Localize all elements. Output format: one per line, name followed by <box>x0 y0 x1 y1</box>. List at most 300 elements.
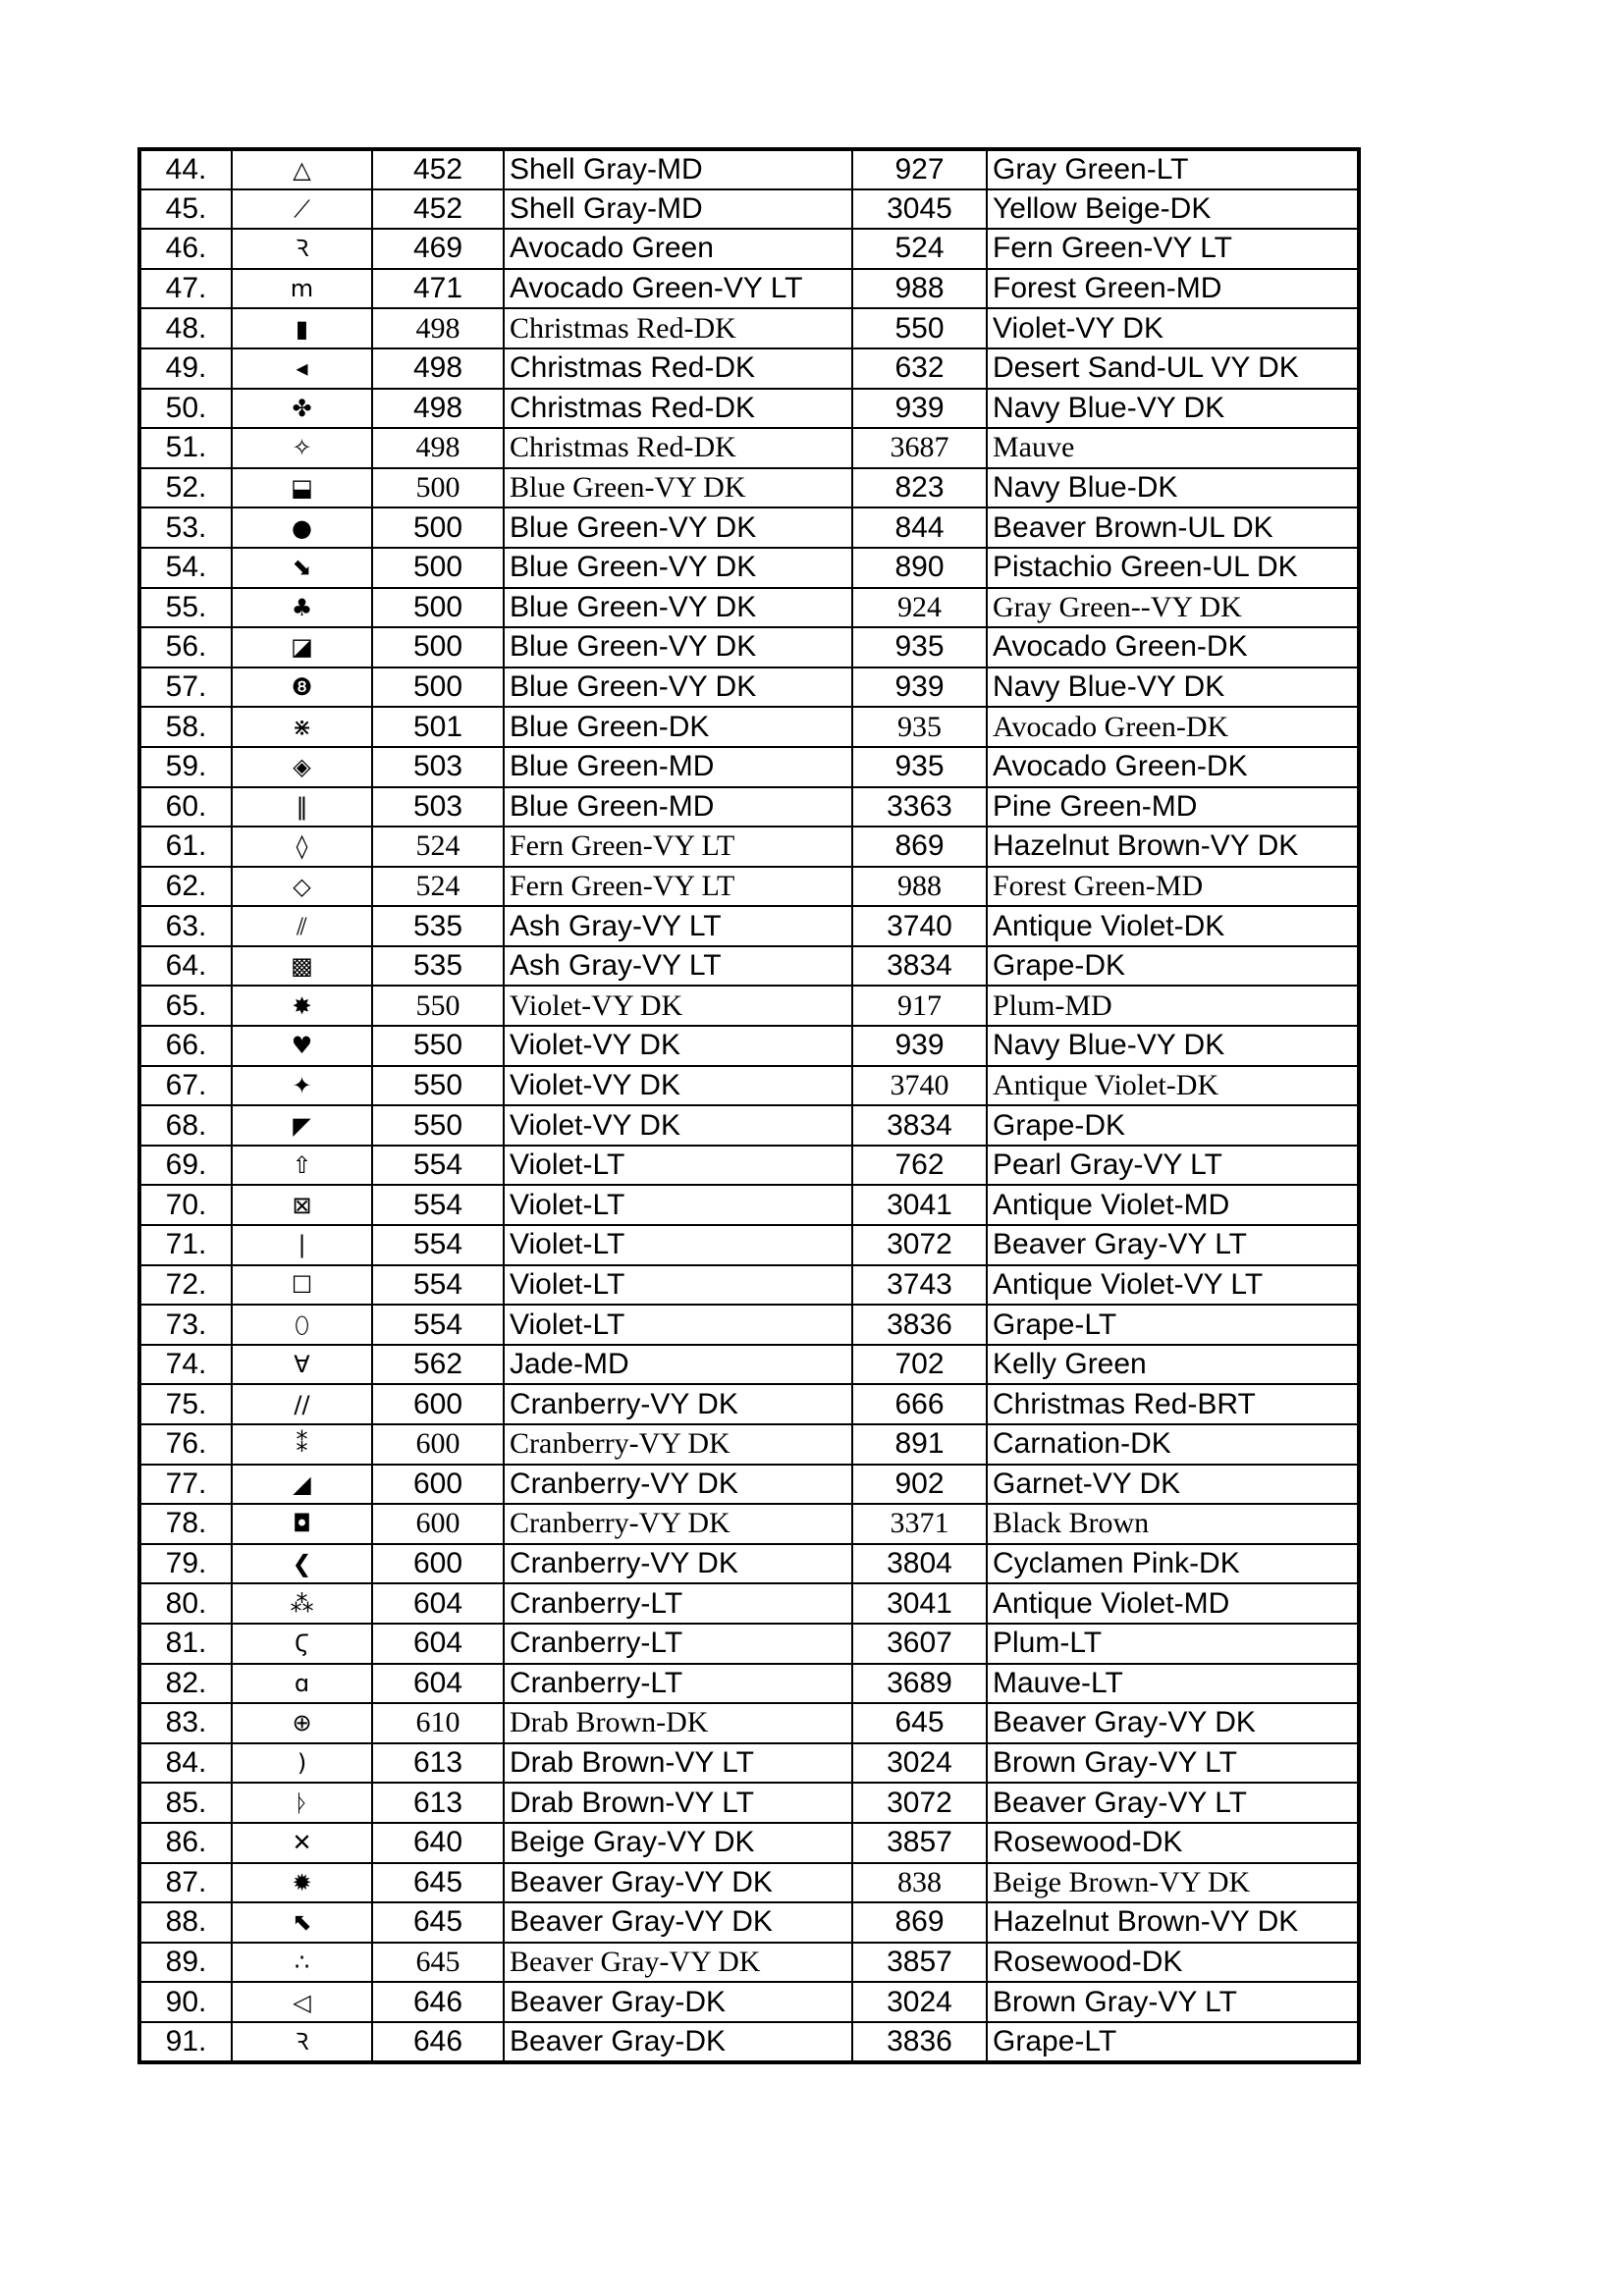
blend-code-cell: 550 <box>852 308 987 348</box>
blend-code-cell: 3687 <box>852 428 987 468</box>
table-row <box>139 787 1359 828</box>
blend-name-cell: Antique Violet-DK <box>987 1066 1359 1106</box>
floss-code-cell: 500 <box>372 507 504 548</box>
floss-code-cell: 500 <box>372 588 504 628</box>
row-number-cell: 57. <box>139 667 232 708</box>
row-number-cell: 66. <box>139 1026 232 1066</box>
blend-name-cell: Grape-DK <box>987 1105 1359 1146</box>
blend-name-cell: Kelly Green <box>987 1345 1359 1385</box>
blend-name-cell: Gray Green--VY DK <box>987 588 1359 628</box>
blend-name-cell: Pearl Gray-VY LT <box>987 1146 1359 1186</box>
color-key-table <box>137 147 1361 2064</box>
blend-code-cell: 3041 <box>852 1583 987 1624</box>
floss-code-cell: 610 <box>372 1703 504 1743</box>
blend-name-cell: Antique Violet-MD <box>987 1583 1359 1624</box>
blend-name-cell: Antique Violet-MD <box>987 1185 1359 1225</box>
row-number-cell: 87. <box>139 1863 232 1903</box>
table-row <box>139 269 1359 309</box>
row-number-cell: 54. <box>139 548 232 588</box>
floss-name-cell: Christmas Red-DK <box>504 348 852 389</box>
table-row <box>139 1146 1359 1186</box>
table-row <box>139 149 1359 189</box>
row-number-cell: 49. <box>139 348 232 389</box>
blend-name-cell: Navy Blue-DK <box>987 468 1359 508</box>
blend-code-cell: 3804 <box>852 1544 987 1584</box>
floss-name-cell: Christmas Red-DK <box>504 308 852 348</box>
row-number-cell: 45. <box>139 189 232 230</box>
table-row <box>139 1066 1359 1106</box>
blend-name-cell: Forest Green-MD <box>987 269 1359 309</box>
floss-code-cell: 554 <box>372 1225 504 1265</box>
table-row <box>139 588 1359 628</box>
floss-code-cell: 498 <box>372 428 504 468</box>
floss-code-cell: 550 <box>372 1066 504 1106</box>
floss-code-cell: 554 <box>372 1265 504 1306</box>
floss-code-cell: 550 <box>372 986 504 1026</box>
blend-name-cell: Yellow Beige-DK <box>987 189 1359 230</box>
blend-code-cell: 3743 <box>852 1265 987 1306</box>
blend-name-cell: Fern Green-VY LT <box>987 229 1359 269</box>
row-number-cell: 69. <box>139 1146 232 1186</box>
floss-code-cell: 600 <box>372 1465 504 1505</box>
floss-code-cell: 600 <box>372 1504 504 1544</box>
floss-name-cell: Violet-LT <box>504 1146 852 1186</box>
floss-code-cell: 503 <box>372 747 504 787</box>
floss-name-cell: Shell Gray-MD <box>504 149 852 189</box>
symbol-icon: ◈ <box>232 747 372 787</box>
row-number-cell: 75. <box>139 1384 232 1424</box>
table-row <box>139 507 1359 548</box>
table-row <box>139 1384 1359 1424</box>
blend-name-cell: Violet-VY DK <box>987 308 1359 348</box>
table-row <box>139 348 1359 389</box>
symbol-icon: ✤ <box>232 389 372 429</box>
symbol-icon: ⟋ <box>232 189 372 230</box>
floss-name-cell: Blue Green-VY DK <box>504 548 852 588</box>
blend-code-cell: 3072 <box>852 1225 987 1265</box>
blend-code-cell: 924 <box>852 588 987 628</box>
floss-name-cell: Christmas Red-DK <box>504 428 852 468</box>
table-row <box>139 1465 1359 1505</box>
blend-code-cell: 3024 <box>852 1982 987 2022</box>
symbol-icon: ᚦ <box>232 1783 372 1823</box>
blend-name-cell: Navy Blue-VY DK <box>987 389 1359 429</box>
row-number-cell: 63. <box>139 906 232 946</box>
floss-code-cell: 600 <box>372 1544 504 1584</box>
table-row <box>139 189 1359 230</box>
blend-code-cell: 3041 <box>852 1185 987 1225</box>
blend-name-cell: Cyclamen Pink-DK <box>987 1544 1359 1584</box>
floss-code-cell: 535 <box>372 906 504 946</box>
table-row <box>139 867 1359 907</box>
floss-code-cell: 500 <box>372 627 504 667</box>
symbol-icon: ⊠ <box>232 1185 372 1225</box>
table-row <box>139 229 1359 269</box>
row-number-cell: 64. <box>139 946 232 987</box>
blend-code-cell: 935 <box>852 707 987 747</box>
symbol-icon: ▩ <box>232 946 372 987</box>
symbol-icon: Ϛ <box>232 1624 372 1664</box>
row-number-cell: 74. <box>139 1345 232 1385</box>
floss-name-cell: Cranberry-VY DK <box>504 1424 852 1465</box>
blend-code-cell: 902 <box>852 1465 987 1505</box>
row-number-cell: 67. <box>139 1066 232 1106</box>
blend-name-cell: Grape-DK <box>987 946 1359 987</box>
floss-code-cell: 524 <box>372 827 504 867</box>
blend-name-cell: Grape-LT <box>987 2022 1359 2062</box>
blend-name-cell: Navy Blue-VY DK <box>987 1026 1359 1066</box>
symbol-icon: ‖ <box>232 787 372 828</box>
symbol-icon: ◂ <box>232 348 372 389</box>
blend-code-cell: 935 <box>852 747 987 787</box>
floss-name-cell: Avocado Green-VY LT <box>504 269 852 309</box>
blend-code-cell: 3072 <box>852 1783 987 1823</box>
floss-name-cell: Blue Green-MD <box>504 747 852 787</box>
table-row <box>139 946 1359 987</box>
blend-code-cell: 927 <box>852 149 987 189</box>
symbol-icon: ɑ <box>232 1664 372 1704</box>
floss-name-cell: Cranberry-LT <box>504 1664 852 1704</box>
symbol-icon: ♣ <box>232 588 372 628</box>
row-number-cell: 60. <box>139 787 232 828</box>
row-number-cell: 65. <box>139 986 232 1026</box>
blend-name-cell: Mauve <box>987 428 1359 468</box>
floss-code-cell: 503 <box>372 787 504 828</box>
table-row <box>139 1863 1359 1903</box>
floss-code-cell: 554 <box>372 1146 504 1186</box>
table-row <box>139 1583 1359 1624</box>
floss-code-cell: 550 <box>372 1026 504 1066</box>
blend-code-cell: 869 <box>852 1902 987 1943</box>
row-number-cell: 83. <box>139 1703 232 1743</box>
row-number-cell: 76. <box>139 1424 232 1465</box>
symbol-icon: ◘ <box>232 1504 372 1544</box>
blend-name-cell: Antique Violet-DK <box>987 906 1359 946</box>
symbol-icon: ⇧ <box>232 1146 372 1186</box>
table-row <box>139 1664 1359 1704</box>
blend-name-cell: Rosewood-DK <box>987 1943 1359 1983</box>
floss-code-cell: 604 <box>372 1583 504 1624</box>
floss-name-cell: Beaver Gray-VY DK <box>504 1943 852 1983</box>
floss-name-cell: Cranberry-VY DK <box>504 1384 852 1424</box>
row-number-cell: 88. <box>139 1902 232 1943</box>
floss-code-cell: 471 <box>372 269 504 309</box>
floss-name-cell: Drab Brown-DK <box>504 1703 852 1743</box>
table-row <box>139 1026 1359 1066</box>
symbol-icon: ❮ <box>232 1544 372 1584</box>
symbol-icon: △ <box>232 149 372 189</box>
blend-name-cell: Pistachio Green-UL DK <box>987 548 1359 588</box>
blend-name-cell: Pine Green-MD <box>987 787 1359 828</box>
blend-name-cell: Brown Gray-VY LT <box>987 1982 1359 2022</box>
symbol-icon: Ꝛ <box>232 2022 372 2062</box>
floss-name-cell: Blue Green-VY DK <box>504 588 852 628</box>
blend-code-cell: 3836 <box>852 2022 987 2062</box>
symbol-icon: ⋇ <box>232 707 372 747</box>
table-row <box>139 1265 1359 1306</box>
blend-code-cell: 844 <box>852 507 987 548</box>
blend-name-cell: Navy Blue-VY DK <box>987 667 1359 708</box>
blend-code-cell: 3857 <box>852 1943 987 1983</box>
symbol-icon: ⬉ <box>232 1902 372 1943</box>
floss-name-cell: Cranberry-LT <box>504 1583 852 1624</box>
symbol-icon: ∀ <box>232 1345 372 1385</box>
floss-name-cell: Blue Green-VY DK <box>504 667 852 708</box>
table-row <box>139 1185 1359 1225</box>
floss-name-cell: Cranberry-VY DK <box>504 1504 852 1544</box>
floss-name-cell: Cranberry-LT <box>504 1624 852 1664</box>
blend-code-cell: 3740 <box>852 906 987 946</box>
floss-code-cell: 613 <box>372 1743 504 1784</box>
blend-name-cell: Avocado Green-DK <box>987 627 1359 667</box>
symbol-icon: // <box>232 1384 372 1424</box>
floss-name-cell: Blue Green-VY DK <box>504 468 852 508</box>
floss-name-cell: Cranberry-VY DK <box>504 1465 852 1505</box>
table-row <box>139 707 1359 747</box>
blend-name-cell: Mauve-LT <box>987 1664 1359 1704</box>
blend-code-cell: 838 <box>852 1863 987 1903</box>
floss-code-cell: 604 <box>372 1664 504 1704</box>
row-number-cell: 51. <box>139 428 232 468</box>
table-row <box>139 1823 1359 1863</box>
symbol-icon: ◊ <box>232 827 372 867</box>
blend-code-cell: 3689 <box>852 1664 987 1704</box>
blend-code-cell: 702 <box>852 1345 987 1385</box>
floss-name-cell: Blue Green-MD <box>504 787 852 828</box>
blend-name-cell: Antique Violet-VY LT <box>987 1265 1359 1306</box>
color-key-table-body <box>139 149 1359 2062</box>
floss-name-cell: Beaver Gray-DK <box>504 2022 852 2062</box>
symbol-icon: ✸ <box>232 986 372 1026</box>
floss-code-cell: 498 <box>372 308 504 348</box>
floss-name-cell: Violet-LT <box>504 1185 852 1225</box>
row-number-cell: 47. <box>139 269 232 309</box>
floss-code-cell: 562 <box>372 1345 504 1385</box>
blend-code-cell: 3371 <box>852 1504 987 1544</box>
symbol-icon: ☐ <box>232 1265 372 1306</box>
blend-name-cell: Carnation-DK <box>987 1424 1359 1465</box>
table-row <box>139 986 1359 1026</box>
floss-name-cell: Ash Gray-VY LT <box>504 946 852 987</box>
symbol-icon: ⬯ <box>232 1305 372 1345</box>
floss-name-cell: Violet-LT <box>504 1225 852 1265</box>
floss-name-cell: Blue Green-VY DK <box>504 627 852 667</box>
symbol-icon: ◪ <box>232 627 372 667</box>
row-number-cell: 58. <box>139 707 232 747</box>
blend-code-cell: 3857 <box>852 1823 987 1863</box>
floss-name-cell: Violet-VY DK <box>504 1105 852 1146</box>
floss-code-cell: 554 <box>372 1185 504 1225</box>
row-number-cell: 68. <box>139 1105 232 1146</box>
floss-name-cell: Beaver Gray-VY DK <box>504 1863 852 1903</box>
row-number-cell: 44. <box>139 149 232 189</box>
symbol-icon: | <box>232 1225 372 1265</box>
symbol-icon: ◁ <box>232 1982 372 2022</box>
table-row <box>139 1943 1359 1983</box>
floss-code-cell: 452 <box>372 149 504 189</box>
blend-code-cell: 869 <box>852 827 987 867</box>
symbol-icon: ● <box>232 507 372 548</box>
blend-code-cell: 3024 <box>852 1743 987 1784</box>
blend-code-cell: 988 <box>852 269 987 309</box>
blend-code-cell: 762 <box>852 1146 987 1186</box>
blend-name-cell: Plum-MD <box>987 986 1359 1026</box>
floss-name-cell: Fern Green-VY LT <box>504 827 852 867</box>
floss-name-cell: Ash Gray-VY LT <box>504 906 852 946</box>
table-row <box>139 389 1359 429</box>
table-row <box>139 906 1359 946</box>
floss-name-cell: Beige Gray-VY DK <box>504 1823 852 1863</box>
blend-name-cell: Rosewood-DK <box>987 1823 1359 1863</box>
row-number-cell: 56. <box>139 627 232 667</box>
symbol-icon: ⊕ <box>232 1703 372 1743</box>
blend-code-cell: 988 <box>852 867 987 907</box>
row-number-cell: 71. <box>139 1225 232 1265</box>
table-row <box>139 1345 1359 1385</box>
floss-code-cell: 452 <box>372 189 504 230</box>
floss-name-cell: Violet-VY DK <box>504 1026 852 1066</box>
symbol-icon: m <box>232 269 372 309</box>
floss-name-cell: Avocado Green <box>504 229 852 269</box>
row-number-cell: 50. <box>139 389 232 429</box>
blend-name-cell: Grape-LT <box>987 1305 1359 1345</box>
floss-code-cell: 646 <box>372 2022 504 2062</box>
floss-code-cell: 469 <box>372 229 504 269</box>
row-number-cell: 73. <box>139 1305 232 1345</box>
symbol-icon: ⫽ <box>232 906 372 946</box>
table-row <box>139 1624 1359 1664</box>
blend-name-cell: Brown Gray-VY LT <box>987 1743 1359 1784</box>
table-row <box>139 667 1359 708</box>
table-row <box>139 1225 1359 1265</box>
table-row <box>139 827 1359 867</box>
blend-code-cell: 939 <box>852 1026 987 1066</box>
symbol-icon: ❽ <box>232 667 372 708</box>
blend-code-cell: 890 <box>852 548 987 588</box>
table-row <box>139 1902 1359 1943</box>
floss-name-cell: Violet-LT <box>504 1265 852 1306</box>
symbol-icon: ⁂ <box>232 1583 372 1624</box>
blend-code-cell: 632 <box>852 348 987 389</box>
blend-name-cell: Desert Sand-UL VY DK <box>987 348 1359 389</box>
floss-name-cell: Beaver Gray-DK <box>504 1982 852 2022</box>
blend-code-cell: 3363 <box>852 787 987 828</box>
blend-code-cell: 939 <box>852 389 987 429</box>
blend-name-cell: Forest Green-MD <box>987 867 1359 907</box>
blend-code-cell: 935 <box>852 627 987 667</box>
table-row <box>139 1743 1359 1784</box>
row-number-cell: 89. <box>139 1943 232 1983</box>
table-row <box>139 428 1359 468</box>
blend-code-cell: 3740 <box>852 1066 987 1106</box>
floss-name-cell: Cranberry-VY DK <box>504 1544 852 1584</box>
floss-code-cell: 645 <box>372 1902 504 1943</box>
row-number-cell: 52. <box>139 468 232 508</box>
blend-name-cell: Beaver Gray-VY LT <box>987 1783 1359 1823</box>
row-number-cell: 91. <box>139 2022 232 2062</box>
symbol-icon: Ꝛ <box>232 229 372 269</box>
table-row <box>139 1982 1359 2022</box>
blend-code-cell: 3607 <box>852 1624 987 1664</box>
blend-name-cell: Hazelnut Brown-VY DK <box>987 1902 1359 1943</box>
blend-name-cell: Avocado Green-DK <box>987 747 1359 787</box>
blend-code-cell: 3045 <box>852 189 987 230</box>
blend-code-cell: 666 <box>852 1384 987 1424</box>
floss-code-cell: 524 <box>372 867 504 907</box>
blend-code-cell: 891 <box>852 1424 987 1465</box>
blend-name-cell: Beaver Brown-UL DK <box>987 507 1359 548</box>
row-number-cell: 82. <box>139 1664 232 1704</box>
symbol-icon: ♥ <box>232 1026 372 1066</box>
floss-name-cell: Violet-LT <box>504 1305 852 1345</box>
blend-code-cell: 3834 <box>852 1105 987 1146</box>
row-number-cell: 61. <box>139 827 232 867</box>
table-row <box>139 468 1359 508</box>
blend-name-cell: Black Brown <box>987 1504 1359 1544</box>
symbol-icon: ✧ <box>232 428 372 468</box>
floss-code-cell: 640 <box>372 1823 504 1863</box>
symbol-icon: ✕ <box>232 1823 372 1863</box>
blend-name-cell: Hazelnut Brown-VY DK <box>987 827 1359 867</box>
floss-name-cell: Shell Gray-MD <box>504 189 852 230</box>
table-row <box>139 1424 1359 1465</box>
floss-code-cell: 498 <box>372 389 504 429</box>
symbol-icon: ⬓ <box>232 468 372 508</box>
symbol-icon: ⬊ <box>232 548 372 588</box>
table-row <box>139 1305 1359 1345</box>
blend-code-cell: 3834 <box>852 946 987 987</box>
floss-name-cell: Drab Brown-VY LT <box>504 1783 852 1823</box>
floss-code-cell: 646 <box>372 1982 504 2022</box>
symbol-icon: ✹ <box>232 1863 372 1903</box>
floss-code-cell: 613 <box>372 1783 504 1823</box>
floss-code-cell: 501 <box>372 707 504 747</box>
blend-code-cell: 823 <box>852 468 987 508</box>
row-number-cell: 81. <box>139 1624 232 1664</box>
floss-code-cell: 645 <box>372 1943 504 1983</box>
floss-code-cell: 500 <box>372 548 504 588</box>
floss-name-cell: Christmas Red-DK <box>504 389 852 429</box>
symbol-icon: ∴ <box>232 1943 372 1983</box>
floss-code-cell: 600 <box>372 1424 504 1465</box>
blend-name-cell: Avocado Green-DK <box>987 707 1359 747</box>
row-number-cell: 77. <box>139 1465 232 1505</box>
symbol-icon: ◢ <box>232 1465 372 1505</box>
floss-name-cell: Beaver Gray-VY DK <box>504 1902 852 1943</box>
blend-code-cell: 645 <box>852 1703 987 1743</box>
blend-name-cell: Beaver Gray-VY LT <box>987 1225 1359 1265</box>
row-number-cell: 78. <box>139 1504 232 1544</box>
floss-name-cell: Fern Green-VY LT <box>504 867 852 907</box>
row-number-cell: 70. <box>139 1185 232 1225</box>
floss-name-cell: Blue Green-VY DK <box>504 507 852 548</box>
row-number-cell: 72. <box>139 1265 232 1306</box>
blend-name-cell: Beaver Gray-VY DK <box>987 1703 1359 1743</box>
floss-code-cell: 500 <box>372 667 504 708</box>
blend-name-cell: Plum-LT <box>987 1624 1359 1664</box>
blend-name-cell: Gray Green-LT <box>987 149 1359 189</box>
symbol-icon: ◤ <box>232 1105 372 1146</box>
floss-code-cell: 498 <box>372 348 504 389</box>
row-number-cell: 86. <box>139 1823 232 1863</box>
table-row <box>139 548 1359 588</box>
floss-code-cell: 535 <box>372 946 504 987</box>
row-number-cell: 53. <box>139 507 232 548</box>
floss-code-cell: 500 <box>372 468 504 508</box>
table-row <box>139 1544 1359 1584</box>
blend-code-cell: 939 <box>852 667 987 708</box>
blend-code-cell: 917 <box>852 986 987 1026</box>
